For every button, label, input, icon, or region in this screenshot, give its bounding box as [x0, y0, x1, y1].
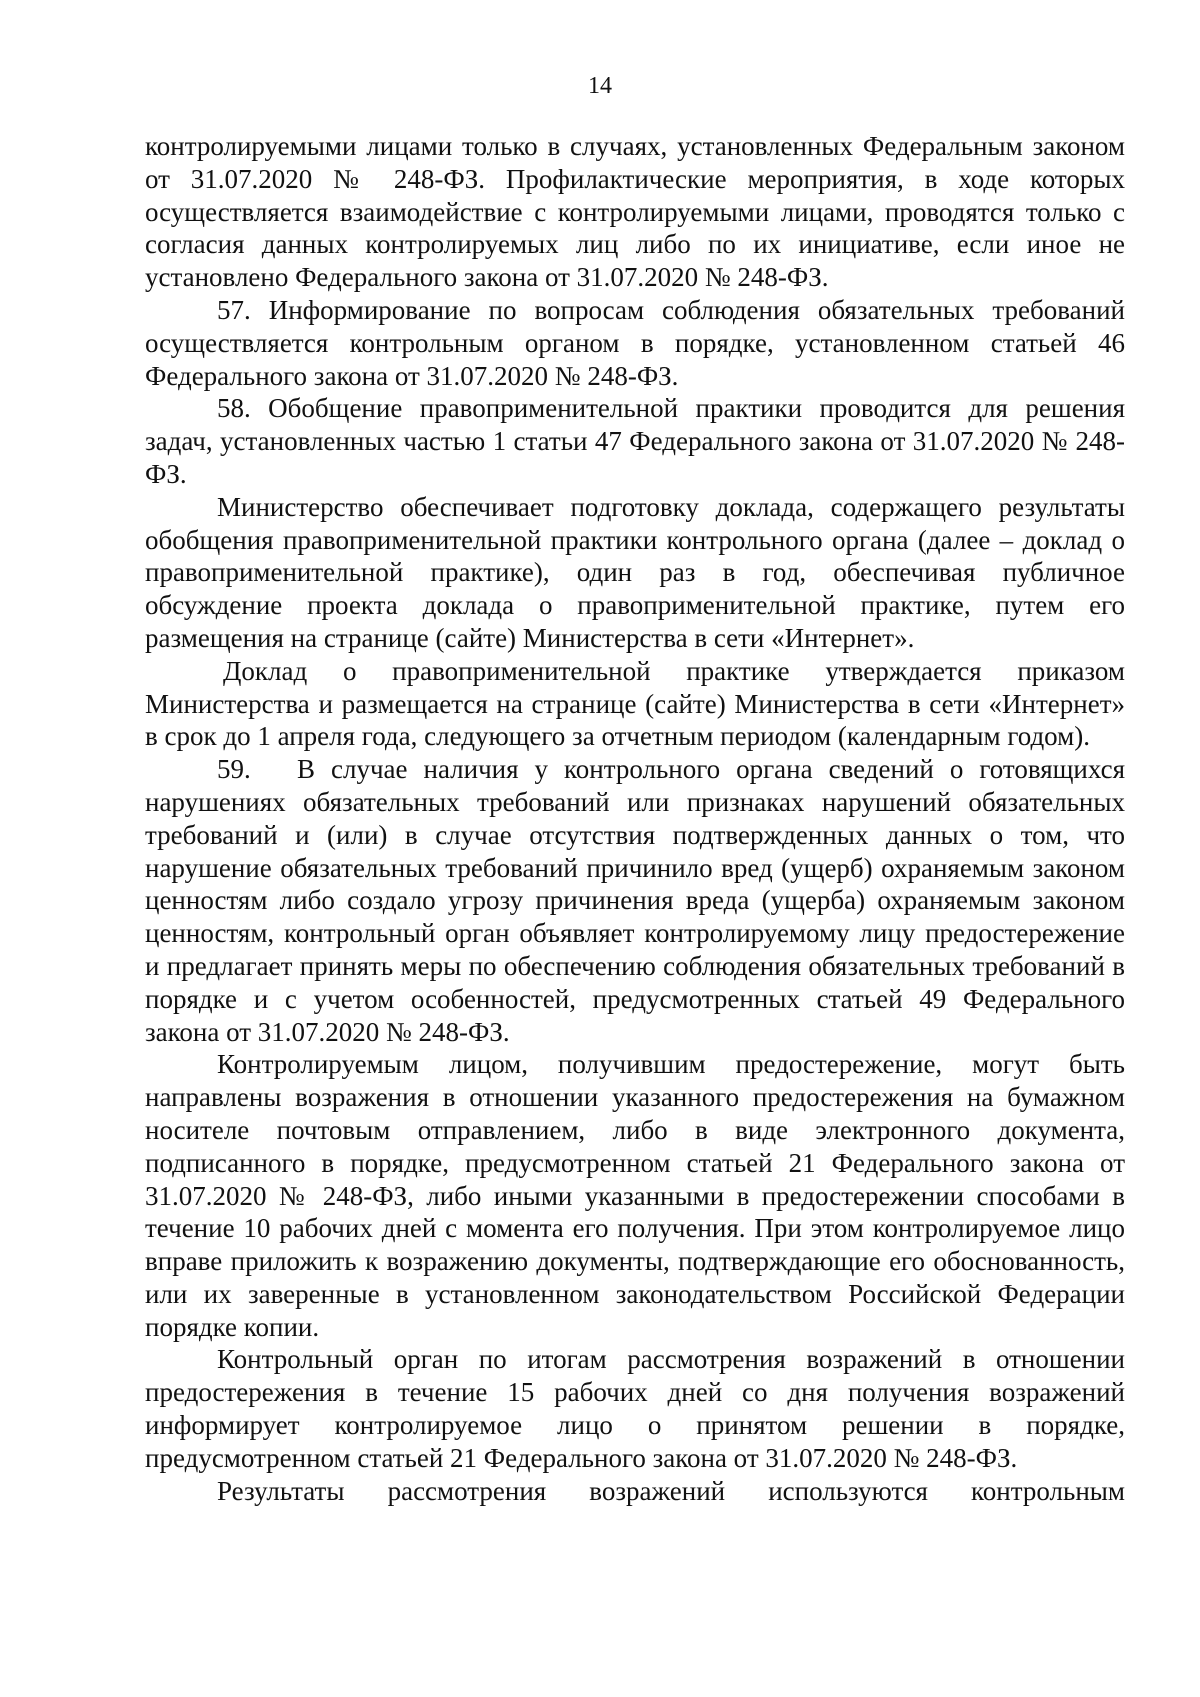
paragraph-report-approval: Доклад о правоприменительной практике утверждается приказом Министерства и размещается на странице (сайте) Министерства в сети «Интернет» в срок до 1 апреля года, следующего за отчетным периодом (календарным годом).: [145, 655, 1125, 752]
paragraph-58: 58. Обобщение правоприменительной практики проводится для решения задач, установленных частью 1 статьи 47 Федерального закона от 31.07.2020 № 248-ФЗ.: [145, 393, 1125, 489]
paragraph-results: Результаты рассмотрения возражений используются контрольным: [217, 1475, 1125, 1506]
paragraph-ministry-report: Министерство обеспечивает подготовку доклада, содержащего результаты обобщения правоприменительной практики контрольного органа (далее – доклад о правоприменительной практике), один раз в год, обеспечивая публичное обсуждение проекта доклада о правоприменительной практике, путем его размещения на странице (сайте) Министерства в сети «Интернет».: [145, 491, 1125, 653]
paragraph-continuation: контролируемыми лицами только в случаях, установленных Федеральным законом от 31.07.2020 № 248-ФЗ. Профилактические мероприятия, в ходе которых осуществляется взаимодействие с контролируемыми лицами, проводятся только с согласия данных контролируемых лиц либо по их инициативе, если иное не установлено Федерального закона от 31.07.2020 № 248-ФЗ.: [145, 131, 1125, 293]
item-number: 59.: [217, 754, 251, 785]
paragraph-59: [145, 753, 1125, 1048]
paragraph-59-text: В случае наличия у контрольного органа сведений о готовящихся нарушениях обязательных требований или признаках нарушений обязательных требований и (или) в случае отсутствия подтвержденных данных о том, что нарушение обязательных требований причинило вред (ущерб) охраняемым законом ценностям либо создало угрозу причинения вреда (ущерба) охраняемым законом ценностям, контрольный орган объявляет контролируемому лицу предостережение и предлагает принять меры по обеспечению соблюдения обязательных требований в порядке и с учетом особенностей, предусмотренных статьей 49 Федерального закона от 31.07.2020 № 248-ФЗ.: [145, 754, 1125, 1047]
paragraph-objections: Контролируемым лицом, получившим предостережение, могут быть направлены возражения в отношении указанного предостережения на бумажном носителе почтовым отправлением, либо в виде электронного документа, подписанного в порядке, предусмотренном статьей 21 Федерального закона от 31.07.2020 № 248-ФЗ, либо иными указанными в предостережении способами в течение 10 рабочих дней с момента его получения. При этом контролируемое лицо вправе приложить к возражению документы, подтверждающие его обоснованность, или их заверенные в установленном законодательством Российской Федерации порядке копии.: [145, 1049, 1125, 1342]
document-body: [145, 130, 1125, 1507]
paragraph-objection-review: Контрольный орган по итогам рассмотрения возражений в отношении предостережения в течение 15 рабочих дней со дня получения возражений информирует контролируемое лицо о принятом решении в порядке, предусмотренном статьей 21 Федерального закона от 31.07.2020 № 248-ФЗ.: [145, 1344, 1125, 1473]
page-number: 14: [588, 73, 612, 99]
paragraph-57: 57. Информирование по вопросам соблюдения обязательных требований осуществляется контрольным органом в порядке, установленном статьей 46 Федерального закона от 31.07.2020 № 248-ФЗ.: [145, 294, 1125, 391]
